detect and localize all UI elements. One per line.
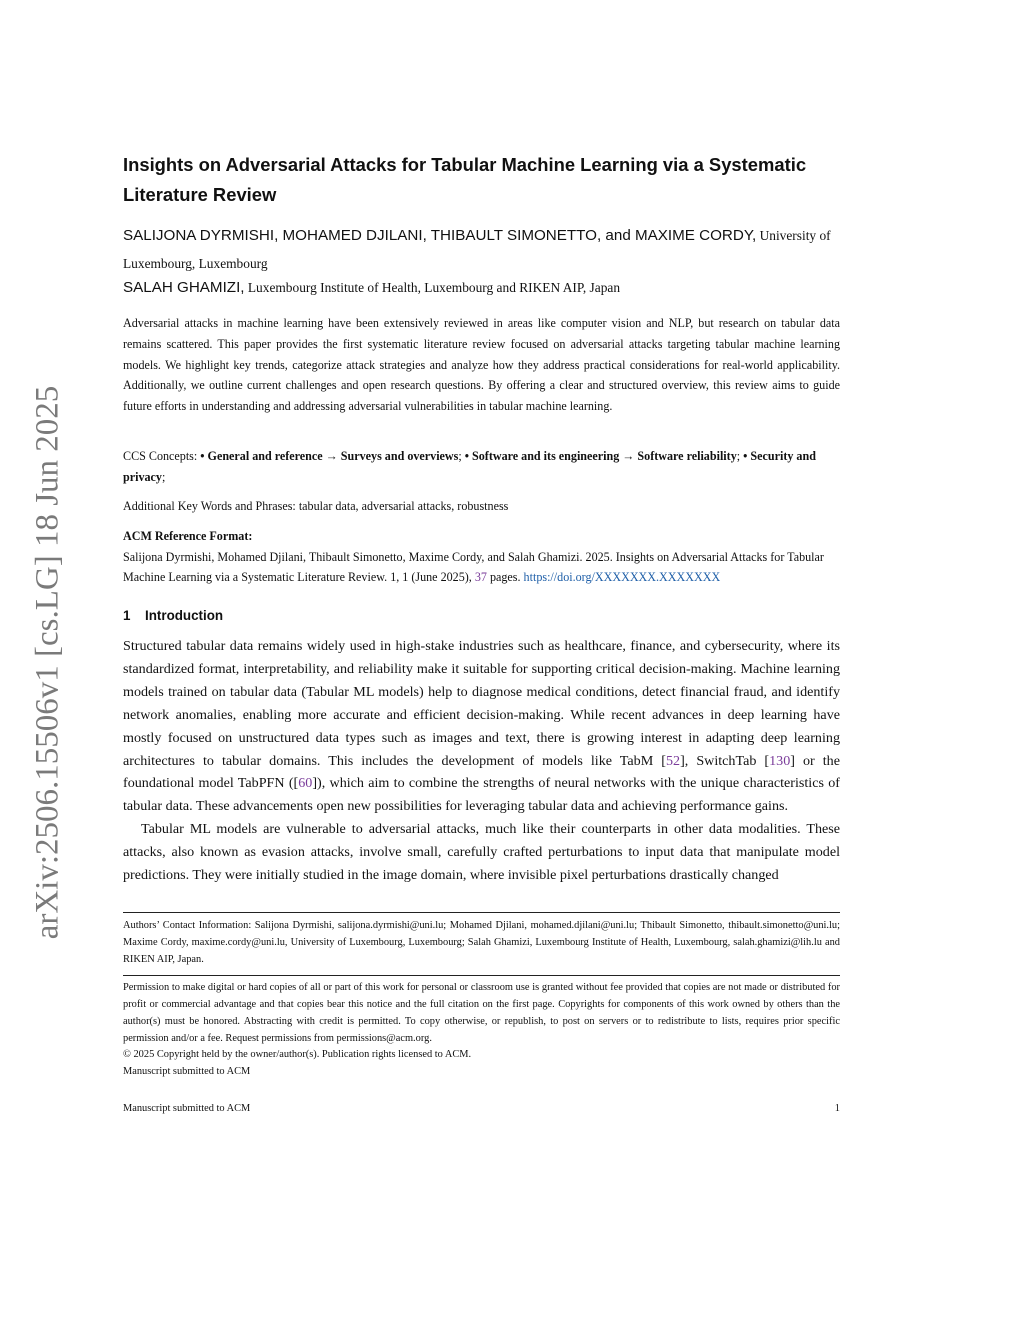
abstract: Adversarial attacks in machine learning have been extensively reviewed in areas like computer vision and NLP, but research on tabular data remains scattered. This paper provides the first systematic literature review focused on adversarial attacks targeting tabular machine learning models. We highlight key trends, categorize attack strategies and analyze how they address practical considerations for real-world applicability. Additionally, we outline current challenges and open research questions. By offering a clear and structured overview, this review aims to guide future efforts in understanding and addressing adversarial vulnerabilities in tabular machine learning. bbox=[123, 316, 840, 414]
author-block-1 bbox=[123, 222, 840, 278]
page-number: 1 bbox=[834, 1103, 840, 1114]
paragraph-1-text-b: ], SwitchTab [ bbox=[680, 752, 770, 769]
ccs-end: ; bbox=[161, 469, 166, 484]
acm-reference-text bbox=[123, 547, 840, 588]
manuscript-note: Manuscript submitted to ACM bbox=[123, 1066, 251, 1077]
footnote-divider-2 bbox=[123, 975, 840, 976]
acm-reference-heading: ACM Reference Format: bbox=[123, 529, 253, 543]
citation-link-60[interactable]: 60 bbox=[298, 775, 313, 792]
paper-title: Insights on Adversarial Attacks for Tabular Machine Learning via a Systematic Literature Review bbox=[123, 154, 807, 205]
ccs-item-3: Security and privacy bbox=[123, 449, 816, 484]
doi-link[interactable]: https://doi.org/XXXXXXX.XXXXXXX bbox=[523, 570, 721, 585]
ccs-bullet-2: • bbox=[464, 449, 473, 463]
author-block-2 bbox=[123, 276, 840, 300]
author-names-group-2: SALAH GHAMIZI, bbox=[123, 279, 245, 296]
ccs-separator-1: ; bbox=[458, 449, 465, 463]
paragraph-1-text-c: ] or the foundational model TabPFN ([ bbox=[123, 752, 840, 792]
acm-reference-pages-label: pages. bbox=[486, 570, 524, 585]
author-contact-footnote: Authors’ Contact Information: Salijona Dyrmishi, salijona.dyrmishi@uni.lu; Mohamed Djilani, mohamed.djilani@uni.lu; Thibault Simonetto, thibault.simonetto@uni.lu; Maxime Cordy, maxime.cordy@uni.lu, University of Luxembourg, Luxembourg; Salah Ghamizi, Luxembourg Institute of Health, Luxembourg, salah.ghamizi@lih.lu and RIKEN AIP, Japan. bbox=[123, 920, 840, 965]
ccs-item-1-specific: Surveys and overviews bbox=[340, 449, 459, 463]
section-heading-introduction bbox=[123, 606, 223, 626]
ccs-arrow-1: → bbox=[322, 449, 341, 463]
copyright-notice: © 2025 Copyright held by the owner/author(s). Publication rights licensed to ACM. bbox=[123, 1049, 472, 1060]
arxiv-identifier-stamp bbox=[28, 372, 68, 952]
citation-link-52[interactable]: 52 bbox=[665, 752, 681, 769]
section-title: Introduction bbox=[145, 608, 224, 623]
ccs-arrow-2: → bbox=[619, 449, 638, 463]
arxiv-identifier-text: arXiv:2506.15506v1 [cs.LG] 18 Jun 2025 bbox=[29, 385, 66, 939]
paragraph-1-text-d: ]), which aim to combine the strengths of neural networks with the unique characteristics of tabular data. These advancements open new possibilities for leveraging tabular data and achieving performance gains. bbox=[123, 775, 840, 815]
ccs-bullet-1: • bbox=[200, 449, 208, 463]
ccs-bullet-3: • bbox=[743, 449, 751, 463]
introduction-body bbox=[123, 635, 840, 887]
ccs-label: CCS Concepts: bbox=[123, 449, 201, 463]
citation-link-130[interactable]: 130 bbox=[769, 752, 791, 769]
ccs-item-2-specific: Software reliability bbox=[637, 449, 737, 463]
page-footer-venue: Manuscript submitted to ACM bbox=[123, 1103, 251, 1114]
acm-reference-citation: Salijona Dyrmishi, Mohamed Djilani, Thibault Simonetto, Maxime Cordy, and Salah Ghamizi. 2025. Insights on Adversarial Attacks for Tabular Machine Learning via a Systematic Literature Review. 1, 1 (June 2025), bbox=[123, 550, 824, 585]
ccs-item-2-general: Software and its engineering bbox=[472, 449, 620, 463]
page-count-link[interactable]: 37 bbox=[474, 570, 487, 585]
introduction-paragraph-1 bbox=[123, 635, 840, 818]
ccs-separator-2: ; bbox=[736, 449, 744, 463]
additional-keywords: Additional Key Words and Phrases: tabular data, adversarial attacks, robustness bbox=[123, 499, 509, 513]
ccs-concepts bbox=[123, 446, 840, 488]
author-names-group-1: SALIJONA DYRMISHI, MOHAMED DJILANI, THIBAULT SIMONETTO, and MAXIME CORDY, bbox=[123, 227, 757, 244]
ccs-item-1-general: General and reference bbox=[207, 449, 323, 463]
section-number: 1 bbox=[123, 608, 131, 623]
paragraph-1-text-a: Structured tabular data remains widely used in high-stake industries such as healthcare, finance, and cybersecurity, where its standardized format, interpretability, and reliability make it suitable for supporting critical decision-making. Machine learning models trained on tabular data (Tabular ML models) help to diagnose medical conditions, detect financial fraud, and identify network anomalies, enabling more accurate and efficient decision-making. While recent advances in deep learning have mostly focused on unstructured data types such as images and text, there is growing interest in adapting deep learning architectures to tabular domains. This includes the development of models like TabM [ bbox=[123, 638, 840, 769]
footnote-divider-1 bbox=[123, 912, 840, 913]
permission-notice: Permission to make digital or hard copies of all or part of this work for personal or classroom use is granted without fee provided that copies are not made or distributed for profit or commercial advantage and that copies bear this notice and the full citation on the first page. Copyrights for components of this work owned by others than the author(s) must be honored. Abstracting with credit is permitted. To copy otherwise, or republish, to post on servers or to redistribute to lists, requires prior specific permission and/or a fee. Request permissions from permissions@acm.org. bbox=[123, 982, 840, 1044]
author-affiliation-group-2: Luxembourg Institute of Health, Luxembourg and RIKEN AIP, Japan bbox=[244, 280, 621, 295]
introduction-paragraph-2: Tabular ML models are vulnerable to adversarial attacks, much like their counterparts in other data modalities. These attacks, also known as evasion attacks, involve small, carefully crafted perturbations to input data that manipulate model predictions. They were initially studied in the image domain, where invisible pixel perturbations drastically changed bbox=[123, 821, 840, 884]
author-affiliation-group-1: University of Luxembourg, Luxembourg bbox=[123, 228, 831, 271]
